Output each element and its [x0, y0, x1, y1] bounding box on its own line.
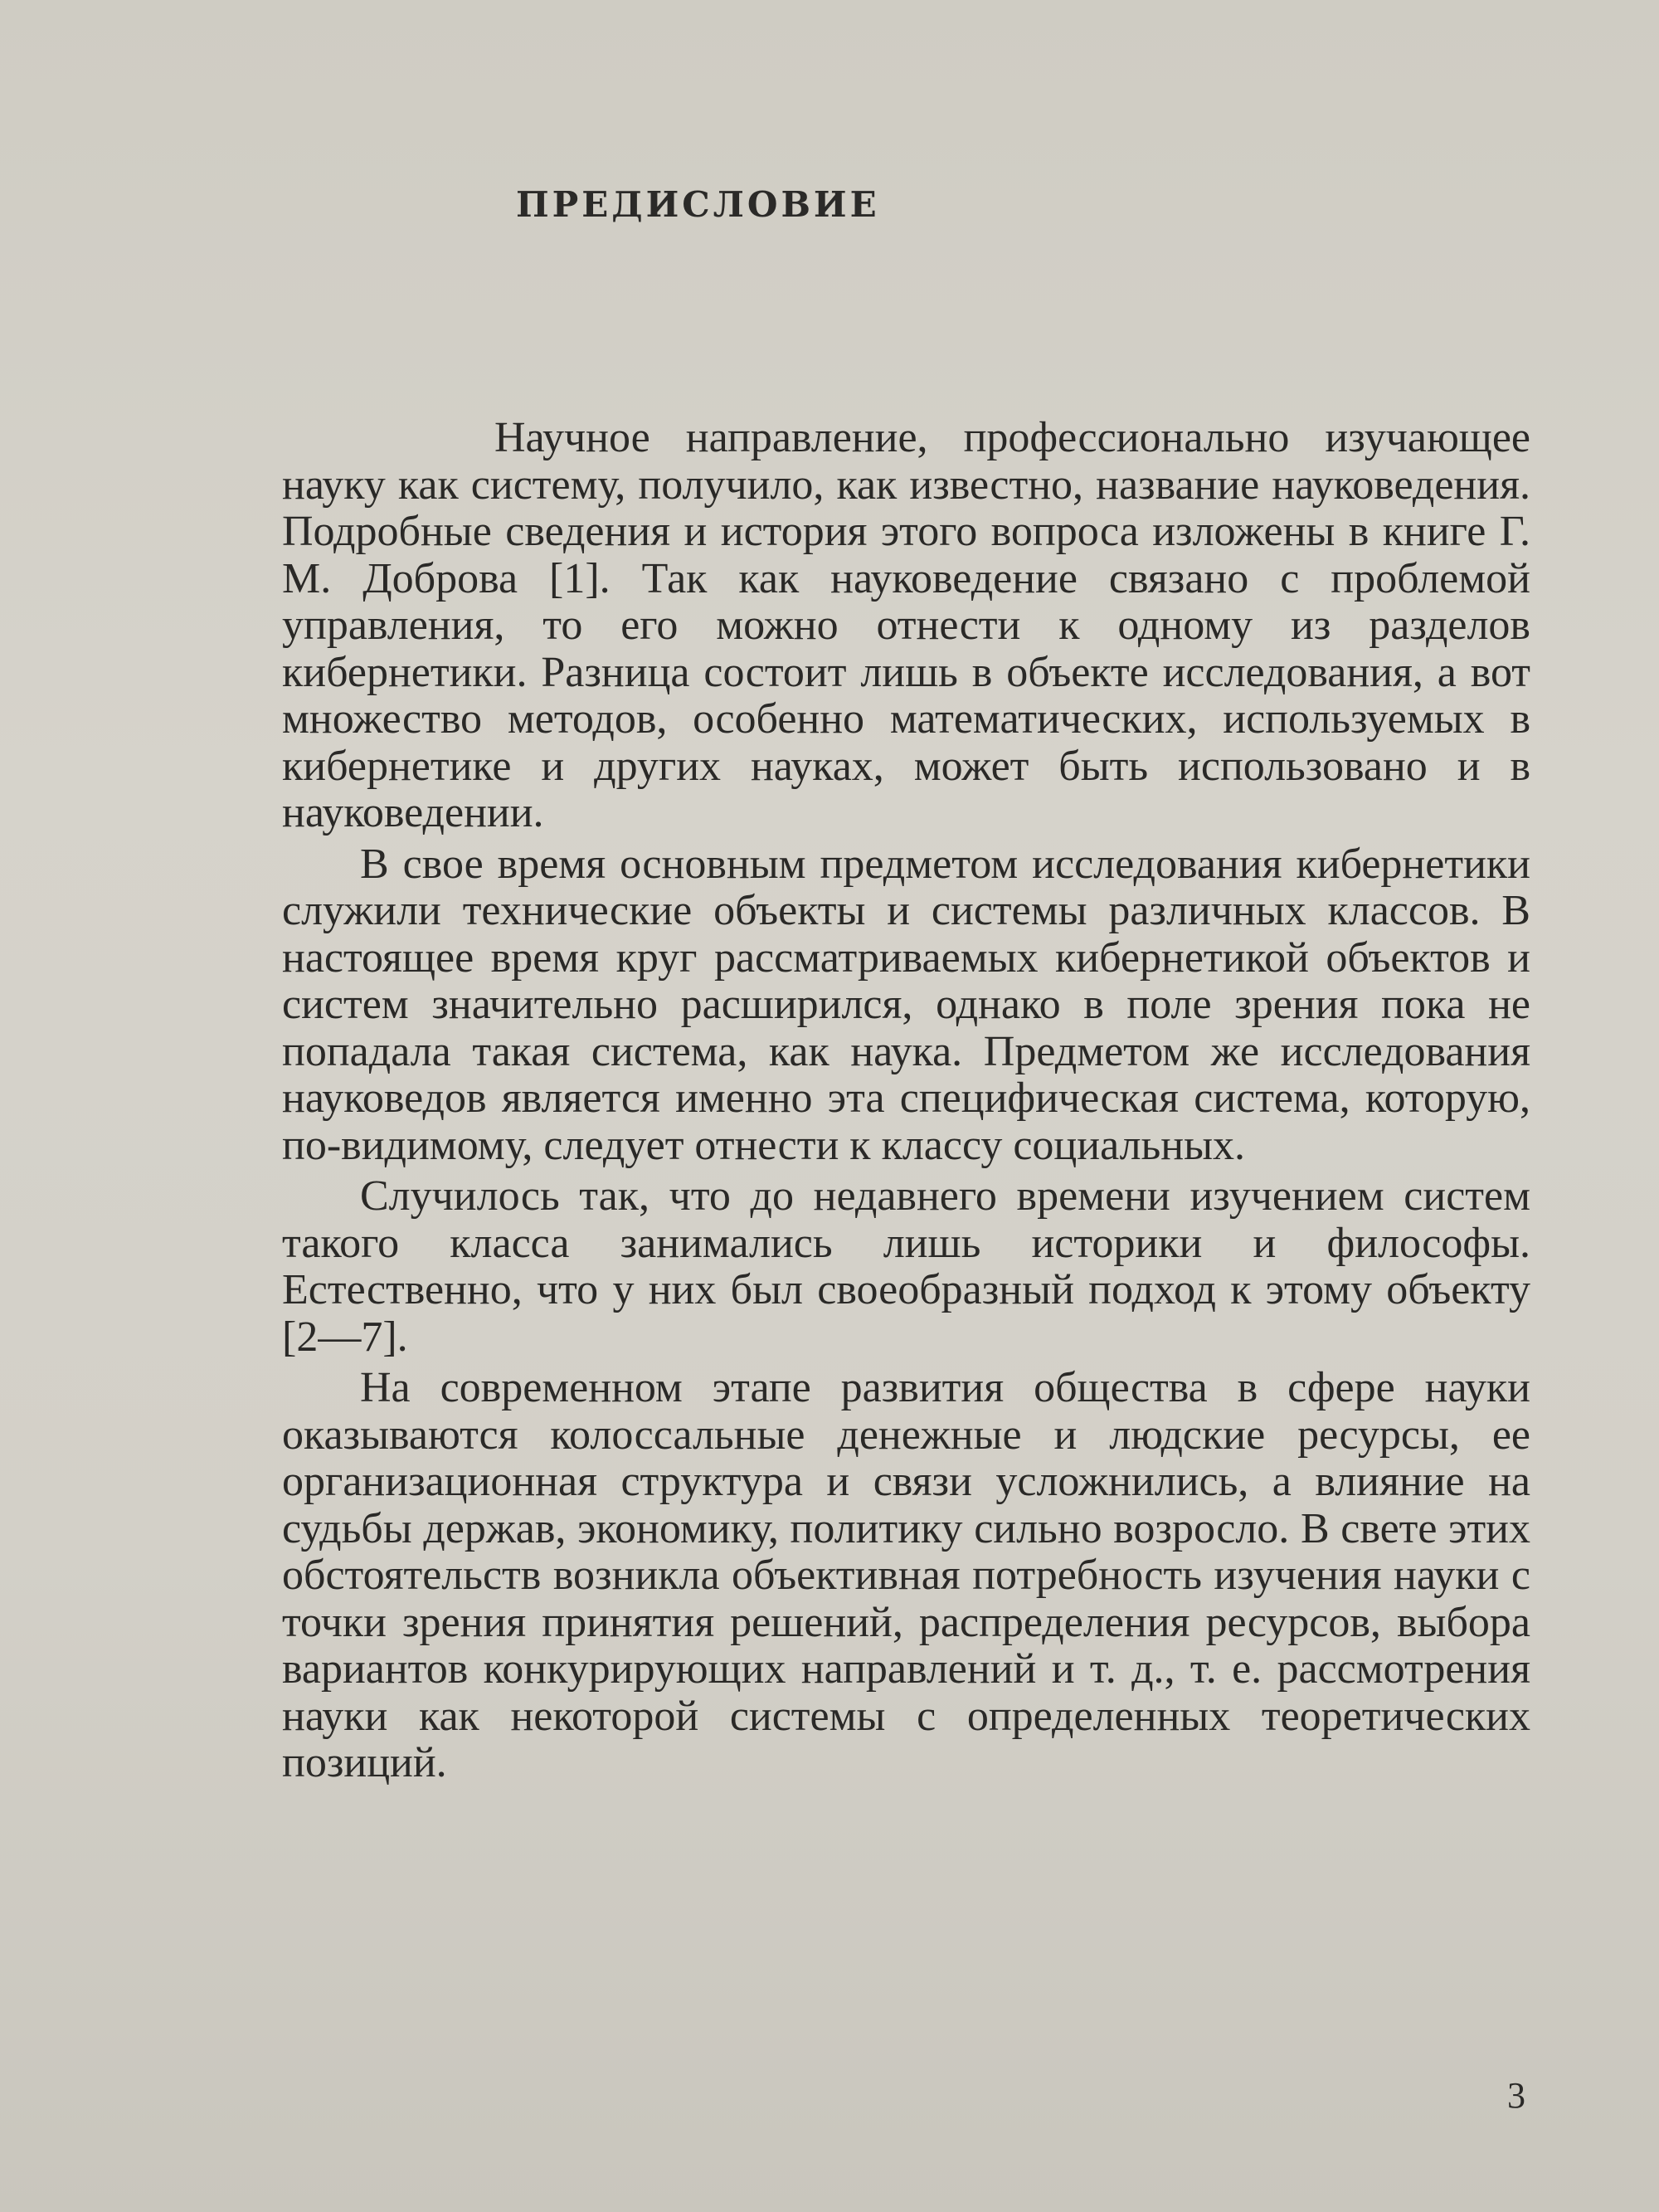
page-title: ПРЕДИСЛОВИЕ [516, 184, 880, 225]
paragraph-3: Случилось так, что до недавнего времени изучением систем такого класса занимались лишь историки и философы. Естественно, что у них был своеобразный подход к этому объекту [2—7]. [282, 1172, 1530, 1361]
paragraph-2: В свое время основным предметом исследования кибернетики служили технические объекты и системы различных классов. В настоящее время круг рассматриваемых кибернетикой объектов и систем значительно расширился, однако в поле зрения пока не попадала такая система, как наука. Предметом же исследования науковедов является именно эта специфическая система, которую, по-видимому, следует отнести к классу социальных. [282, 840, 1530, 1169]
paragraph-1: Научное направление, профессионально изучающее науку как систему, получило, как известно, название науковедения. Подробные сведения и история этого вопроса изложены в книге Г. М. Доброва [1]. Так как науковедение связано с проблемой управления, то его можно отнести к одному из разделов кибернетики. Разница состоит лишь в объекте исследования, а вот множество методов, особенно математических, используемых в кибернетике и других науках, может быть использовано и в науковедении. [282, 414, 1530, 836]
paragraph-4: На современном этапе развития общества в сфере науки оказываются колоссальные денежные и людские ресурсы, ее организационная структура и связи усложнились, а влияние на судьбы держав, экономику, политику сильно возросло. В свете этих обстоятельств возникла объективная потребность изучения науки с точки зрения принятия решений, распределения ресурсов, выбора вариантов конкурирующих направлений и т. д., т. е. рассмотрения науки как некоторой системы с определенных теоретических позиций. [282, 1364, 1530, 1786]
body-text [282, 415, 1530, 1791]
page-number: 3 [1507, 2075, 1525, 2116]
